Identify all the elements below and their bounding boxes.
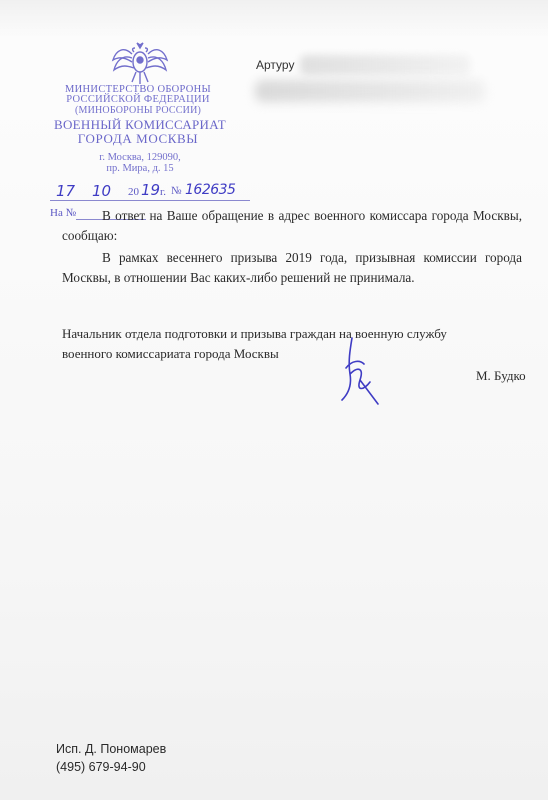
letterhead-address-1: г. Москва, 129090,	[99, 152, 181, 163]
reg-day: 17	[56, 182, 76, 200]
body-paragraph-2: В рамках весеннего призыва 2019 года, призывная комиссии города Москвы, в отношении Вас каких-либо решений не принимала.	[62, 250, 522, 285]
letterhead-line-ministry: МИНИСТЕРСТВО ОБОРОНЫ	[65, 84, 211, 95]
handwritten-signature-icon	[330, 330, 390, 410]
reg-month: 10	[92, 182, 112, 200]
signature-name: М. Будко	[476, 368, 526, 383]
signature-title-line-2: военного комиссариата города Москвы	[62, 346, 279, 361]
page-shadow	[0, 0, 548, 40]
reg-number: 162635	[185, 182, 236, 198]
reg-year-prefix: 20	[128, 186, 139, 198]
letterhead-line-city: ГОРОДА МОСКВЫ	[77, 131, 199, 146]
letterhead-line-country: РОССИЙСКОЙ ФЕДЕРАЦИИ	[66, 94, 210, 105]
executor-block	[56, 740, 166, 776]
letterhead-stamp	[38, 84, 238, 184]
signature-title-line-1: Начальник отдела подготовки и призыва граждан на военную службу	[62, 326, 447, 341]
letterhead-line-short: (МИНОБОРОНЫ РОССИИ)	[74, 105, 202, 116]
reg-underline	[50, 200, 250, 201]
reference-label: На №	[50, 207, 77, 219]
reg-g-label: г.	[160, 186, 167, 198]
reg-year-suffix: 19	[141, 181, 161, 199]
redacted-name	[300, 55, 470, 75]
addressee-label: Артуру	[256, 58, 295, 72]
letterhead-address-2: пр. Мира, д. 15	[106, 163, 174, 174]
registration-line	[50, 180, 270, 204]
executor-name: Исп. Д. Пономарев	[56, 742, 167, 756]
reg-number-label: №	[171, 185, 182, 197]
eagle-emblem-icon	[110, 40, 170, 86]
body-paragraph-1: В ответ на Ваше обращение в адрес военного комиссара города Москвы, сообщаю:	[62, 208, 522, 243]
letterhead-line-commissariat: ВОЕННЫЙ КОМИССАРИАТ	[53, 117, 227, 132]
redacted-address	[255, 80, 485, 102]
executor-phone: (495) 679-94-90	[56, 760, 146, 774]
signature-title	[62, 324, 522, 364]
